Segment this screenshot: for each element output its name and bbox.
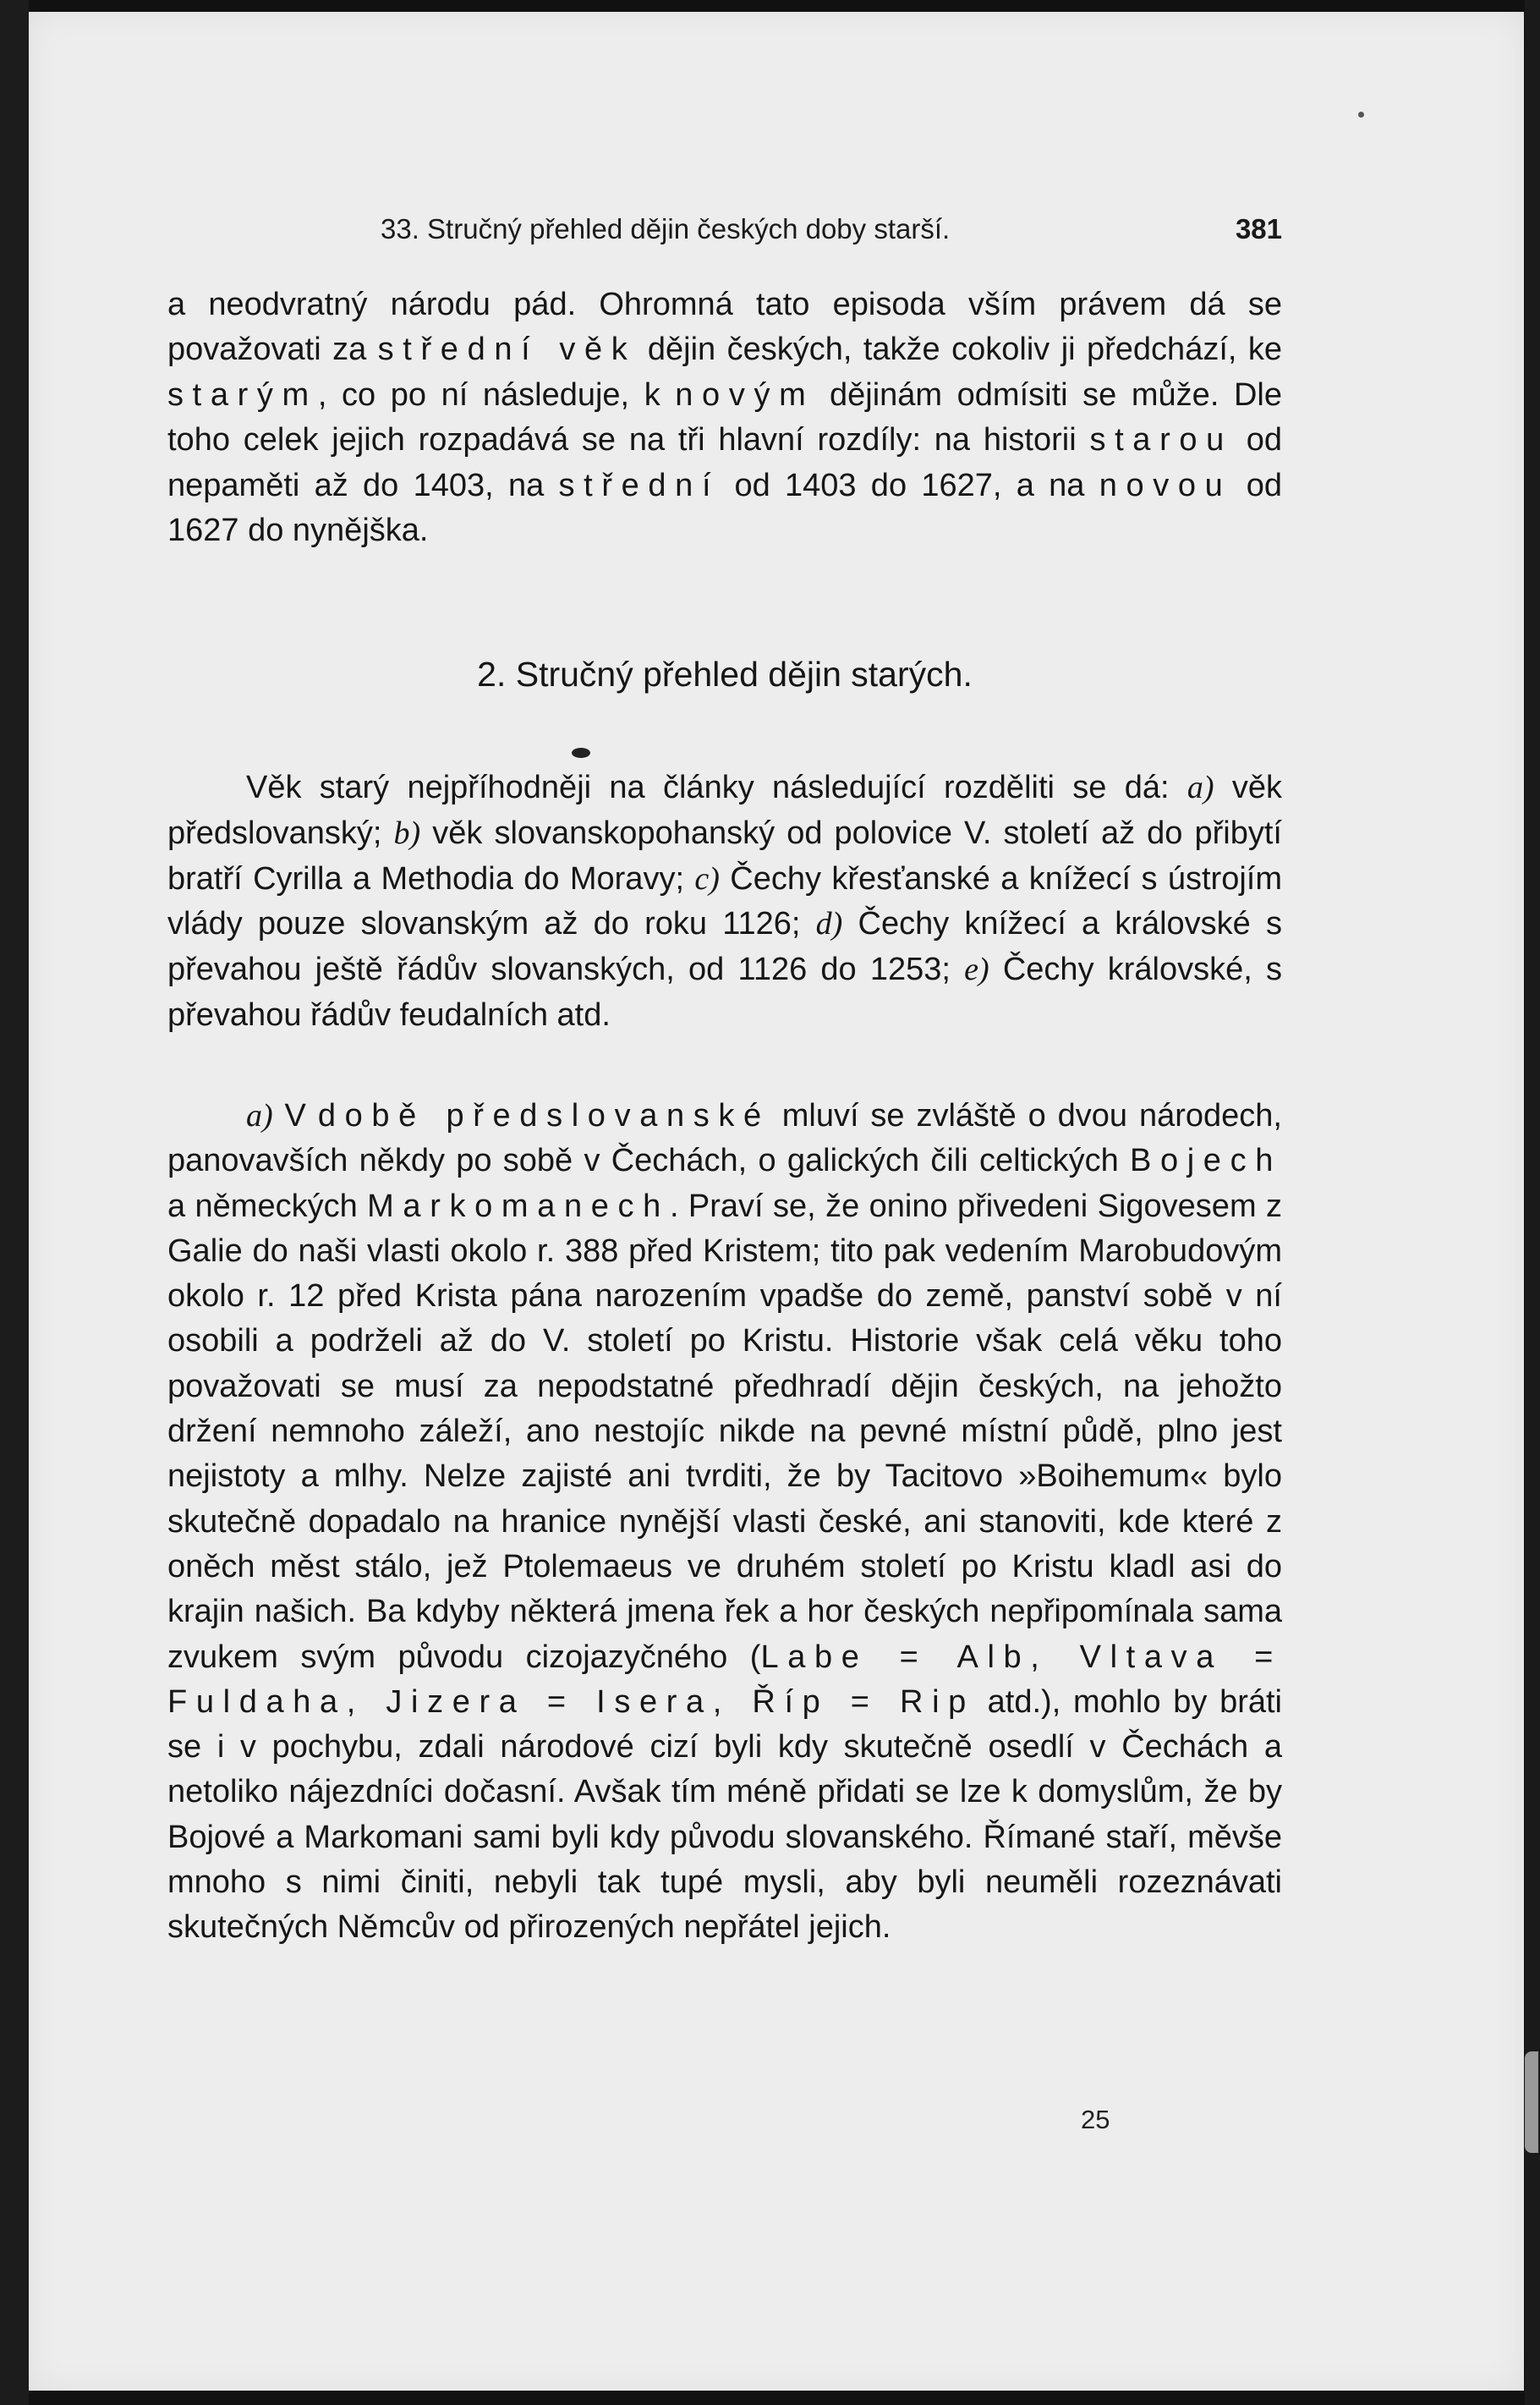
list-marker: d) — [815, 906, 843, 942]
text-run: dějinám odmísiti se může. Dle toho celek jejich rozpadává se na tři hlavní rozdíly: na historii — [167, 376, 1282, 458]
spaced-term: Bojech — [1129, 1143, 1282, 1179]
list-marker: b) — [393, 815, 421, 851]
list-marker: a) — [246, 1098, 273, 1134]
spaced-term: novým — [675, 376, 815, 413]
text-run: dějin českých, takže cokoliv ji předchází, ke — [636, 332, 1283, 368]
text-run: od 1627 do nynějška. — [167, 467, 1283, 549]
text-run: , co po ní následuje, k — [317, 376, 676, 413]
text-run: Věk starý nejpříhodněji na články následující rozděliti se dá: — [246, 770, 1187, 805]
text-run: věk předslovanský; — [167, 770, 1283, 851]
signature-mark: 25 — [1081, 2105, 1110, 2134]
text-run: Čechy knížecí a královské s převahou ještě řádův slovanských, od 1126 do 1253; — [167, 906, 1282, 988]
text-run: a německých — [167, 1188, 368, 1224]
page-edge-tab — [1525, 2051, 1538, 2153]
spaced-term: střední — [558, 467, 721, 503]
page-number: 381 — [1235, 213, 1282, 244]
paragraph-preslavic — [167, 1094, 1282, 1951]
speck-mark — [1358, 112, 1364, 118]
text-run: věk slovanskopohanský od polovice V. století až do přibytí bratří Cyrilla a Methodia do Moravy; — [167, 815, 1282, 897]
running-title: 33. Stručný přehled dějin českých doby starší. — [381, 213, 951, 244]
text-run: V — [272, 1098, 318, 1134]
list-marker: e) — [964, 952, 989, 988]
spaced-term: době předslovanské — [317, 1098, 770, 1134]
text-run: Čechy královské, s převahou řádův feudalních atd. — [167, 952, 1282, 1033]
text-run: . Praví se, že onino přivedeni Sigovesem z Galie do naši vlasti okolo r. 388 před Kristem; tito pak vedením Marobudovým okolo r. 12 před Krista pána narozením vpadše do země, panství sobě v ní osobili a podrželi až do V. století po Kristu. Historie však celá věku toho považovati se musí za nepodstatné předhradí dějin českých, na jehožto držení nemnoho záleží, ano nestojíc nikde na pevné místní půdě, plno jest nejistoty a mlhy. Nelze zajisté ani tvrditi, že by Tacitovo »Boihemum« bylo skutečně dopadalo na hranice nynější vlasti české, ani stanoviti, kde které z oněch měst stálo, jež Ptolemaeus ve druhém století po Kristu kladl asi do krajin našich. Ba kdyby některá jmena řek a hor českých nepřipomínala sama zvukem svým původu cizojazyčného ( — [167, 1188, 1282, 1675]
text-run: Čechy křesťanské a knížecí s ústrojím vlády pouze slovanským až do roku 1126; — [167, 860, 1282, 942]
spaced-term: Labe = Alb, Vltava = Fuldaha, Jizera = Isera, Říp = Rip — [167, 1639, 1282, 1720]
text-run: od nepaměti až do 1403, na — [167, 422, 1282, 503]
spaced-term: Markomanech — [367, 1188, 670, 1224]
paragraph-intro — [167, 283, 1282, 553]
spaced-term: střední věk — [377, 332, 637, 368]
list-marker: c) — [694, 860, 720, 897]
text-run: od 1403 do 1627, a na — [720, 467, 1099, 503]
section-heading: 2. Stručný přehled dějin starých. — [477, 655, 973, 694]
scan-right-border — [1525, 0, 1540, 2405]
text-run: mluví se zvláště o dvou národech, panovavších někdy po sobě v Čechách, o galických čili celtických — [167, 1098, 1282, 1179]
spaced-term: starou — [1089, 422, 1233, 458]
list-marker: a) — [1187, 770, 1214, 805]
spaced-term: starým — [167, 376, 318, 413]
ink-blot-mark — [572, 748, 590, 758]
scan-left-border — [0, 0, 29, 2405]
spaced-term: novou — [1099, 467, 1232, 503]
text-run: atd.), mohlo by bráti se i v pochybu, zdali národové cizí byli kdy skutečně osedlí v Čechách a netoliko nájezdníci dočasní. Avšak tím méně přidati se lze k domyslům, že by Bojové a Markomani sami byli kdy původu slovanského. Římané staří, měvše mnoho s nimi činiti, nebyli tak tupé mysli, aby byli neuměli rozeznávati skutečných Němcův od přirozených nepřátel jejich. — [167, 1683, 1282, 1946]
text-run: a neodvratný národu pád. Ohromná tato episoda vším právem dá se považovati za — [167, 287, 1282, 368]
paragraph-periods — [167, 766, 1282, 1039]
